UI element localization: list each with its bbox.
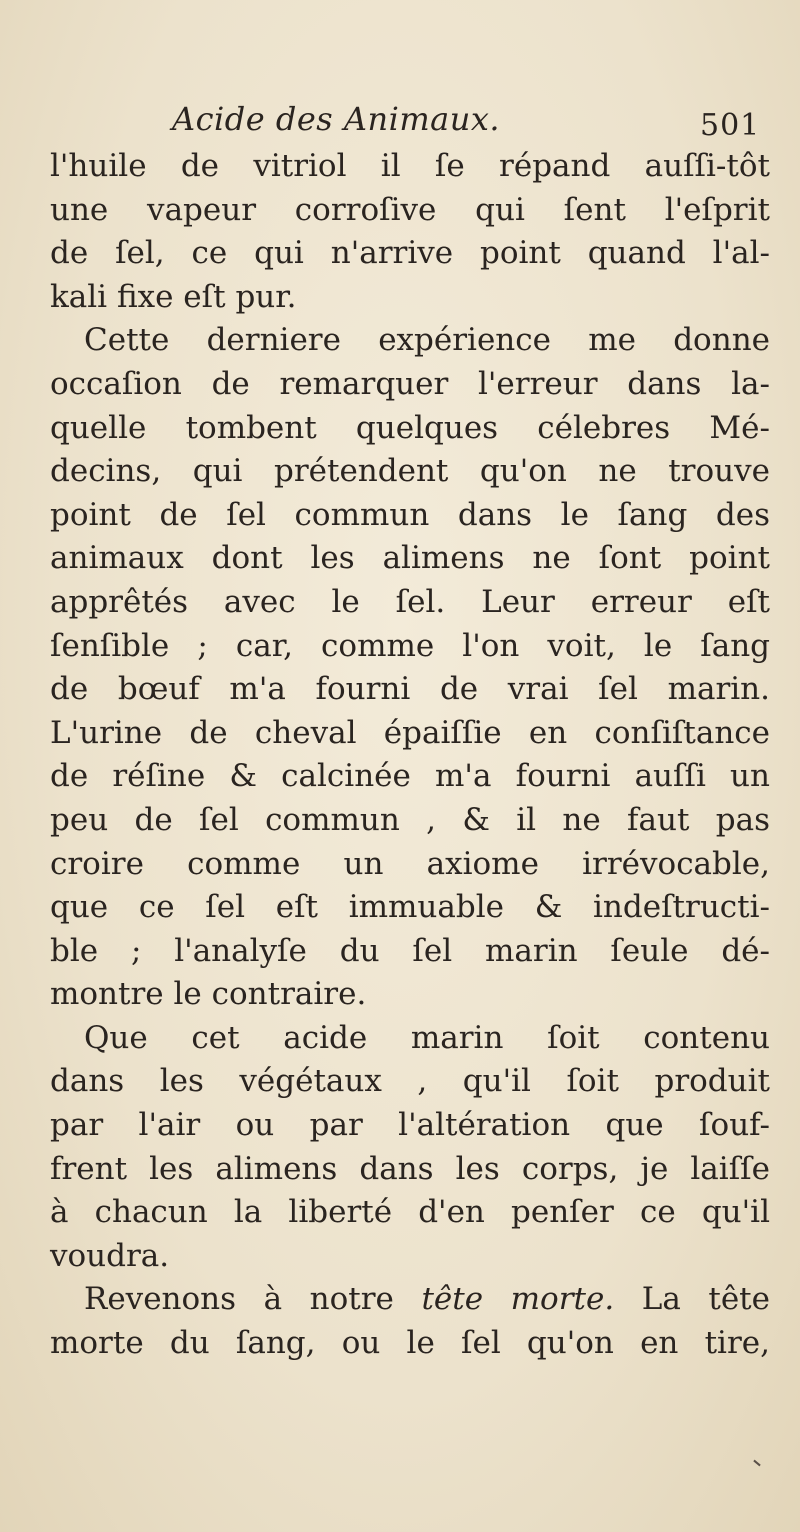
text-line: voudra. (50, 1237, 170, 1274)
text-line: frent les alimens dans les corps, je laiſſe (50, 1150, 770, 1187)
text-line: peu de ſel commun , & il ne faut pas (50, 801, 770, 838)
text-line: une vapeur corroſive qui ſent l'eſprit (50, 191, 770, 228)
text-line: occaſion de remarquer l'erreur dans la- (50, 365, 770, 402)
text-line: Que cet acide marin ſoit contenu (84, 1019, 770, 1056)
text-line: croire comme un axiome irrévocable, (50, 845, 770, 882)
text-line: de bœuf m'a fourni de vrai ſel marin. (50, 671, 770, 708)
page-number: 501 (700, 108, 761, 143)
text-line: L'urine de cheval épaiſſie en conſiſtance (50, 714, 770, 751)
text-line: à chacun la liberté d'en penſer ce qu'il (50, 1194, 770, 1231)
text-line: dans les végétaux , qu'il ſoit produit (50, 1063, 770, 1100)
text-line: que ce ſel eſt immuable & indeſtructi- (50, 889, 770, 926)
italic-term: tête morte. (421, 1281, 615, 1318)
text-line: ſenſible ; car, comme l'on voit, le ſang (50, 627, 770, 664)
text-line: ble ; l'analyſe du ſel marin ſeule dé- (50, 932, 770, 969)
text-line: point de ſel commun dans le ſang des (50, 496, 770, 533)
text-line: l'huile de vitriol il ſe répand auſſi-tôt (50, 148, 770, 184)
page-header (0, 100, 800, 150)
text-run: La tête (641, 1281, 770, 1318)
body-text (50, 145, 770, 1366)
text-line (50, 1278, 770, 1322)
text-line: kali fixe eſt pur. (50, 278, 297, 315)
text-line: quelle tombent quelques célebres Mé- (50, 409, 770, 446)
stray-ink-mark (753, 1460, 760, 1467)
text-line: Cette derniere expérience me donne (84, 322, 770, 359)
text-line: apprêtés avec le ſel. Leur erreur eſt (50, 583, 770, 620)
text-run: Revenons à notre (84, 1281, 394, 1318)
text-line: montre le contraire. (50, 976, 367, 1013)
text-line: de réſine & calcinée m'a fourni auſſi un (50, 758, 770, 795)
text-line: morte du ſang, ou le ſel qu'on en tire, (50, 1325, 770, 1362)
text-line: par l'air ou par l'altération que ſouf- (50, 1107, 770, 1144)
running-title: Acide des Animaux. (172, 100, 501, 138)
text-line: decins, qui prétendent qu'on ne trouve (50, 453, 770, 490)
text-line: animaux dont les alimens ne ſont point (50, 540, 770, 577)
text-line: de ſel, ce qui n'arrive point quand l'al- (50, 235, 770, 272)
